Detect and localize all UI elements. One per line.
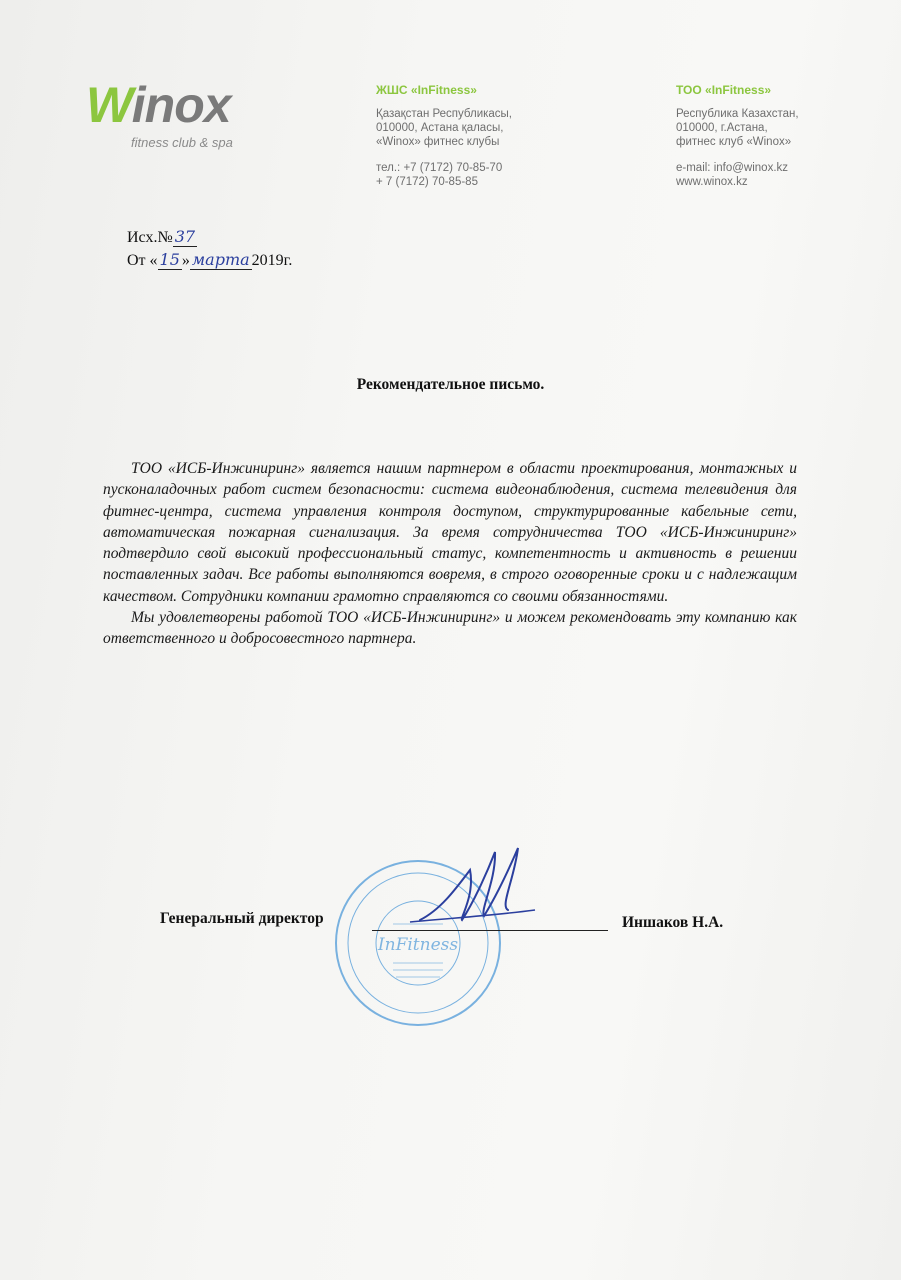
- date-year: 2019г.: [251, 252, 293, 269]
- outgoing-number-value: 37: [174, 227, 196, 246]
- header-ru-site: www.winox.kz: [676, 176, 748, 188]
- outgoing-date-line: [127, 249, 292, 272]
- signature-line: [372, 930, 608, 931]
- stamp-center-text: InFitness: [377, 935, 459, 955]
- outgoing-reference: [127, 226, 292, 272]
- header-kz-line3: «Winox» фитнес клубы: [376, 136, 500, 148]
- handwritten-signature: [400, 840, 540, 930]
- header-kz-org: ЖШС «InFitness»: [376, 83, 477, 97]
- date-mid: »: [181, 252, 190, 269]
- winox-logo: [86, 77, 286, 150]
- body-paragraph-1: ТОО «ИСБ-Инжиниринг» является нашим партнером в области проектирования, монтажных и пусконаладочных работ систем безопасности: система видеонаблюдения, система телевидения для фитнес-центра, система управления контроля доступом, структурированные кабельные сети, автоматическая пожарная сигнализация. За время сотрудничества ТОО «ИСБ-Инжиниринг» подтвердило свой высокий профессиональный статус, компетентность и активность в решении поставленных задач. Все работы выполняются вовремя, в строго оговоренные сроки и с надлежащим качеством. Сотрудники компании грамотно справляются со своими обязанностями.: [103, 460, 797, 605]
- header-ru: [676, 83, 799, 189]
- letter-body: [103, 458, 797, 650]
- header-ru-email: e-mail: info@winox.kz: [676, 162, 789, 174]
- body-paragraph-2: Мы удовлетворены работой ТОО «ИСБ-Инжиниринг» и можем рекомендовать эту компанию как ответственного и добросовестного партнера.: [103, 609, 797, 648]
- outgoing-number-label: Исх.№: [127, 229, 173, 246]
- header-kz-line1: Қазақстан Республикасы,: [376, 108, 513, 120]
- header-ru-line3: фитнес клуб «Winox»: [676, 136, 792, 148]
- date-day: 15: [159, 250, 180, 269]
- letter-title: Рекомендательное письмо.: [356, 376, 545, 393]
- header-kz-line2: 010000, Астана қаласы,: [376, 122, 504, 134]
- logo-word-rest: inox: [131, 77, 231, 133]
- header-kz: [376, 83, 512, 189]
- header-kz-phone2: + 7 (7172) 70-85-85: [376, 176, 478, 188]
- outgoing-number-line: [127, 226, 292, 249]
- header-ru-org: ТОО «InFitness»: [676, 83, 772, 97]
- signer-name: Иншаков Н.А.: [622, 914, 724, 931]
- header-ru-line2: 010000, г.Астана,: [676, 122, 768, 134]
- logo-tagline: fitness club & spa: [131, 135, 233, 150]
- date-prefix: От «: [127, 252, 158, 269]
- header-ru-line1: Республика Казахстан,: [676, 108, 799, 120]
- logo-letter-w: W: [86, 77, 132, 133]
- date-month: марта: [191, 250, 250, 269]
- signer-position: Генеральный директор: [160, 910, 324, 927]
- logo-wordmark: [86, 77, 231, 133]
- header-kz-phone1: тел.: +7 (7172) 70-85-70: [376, 162, 503, 174]
